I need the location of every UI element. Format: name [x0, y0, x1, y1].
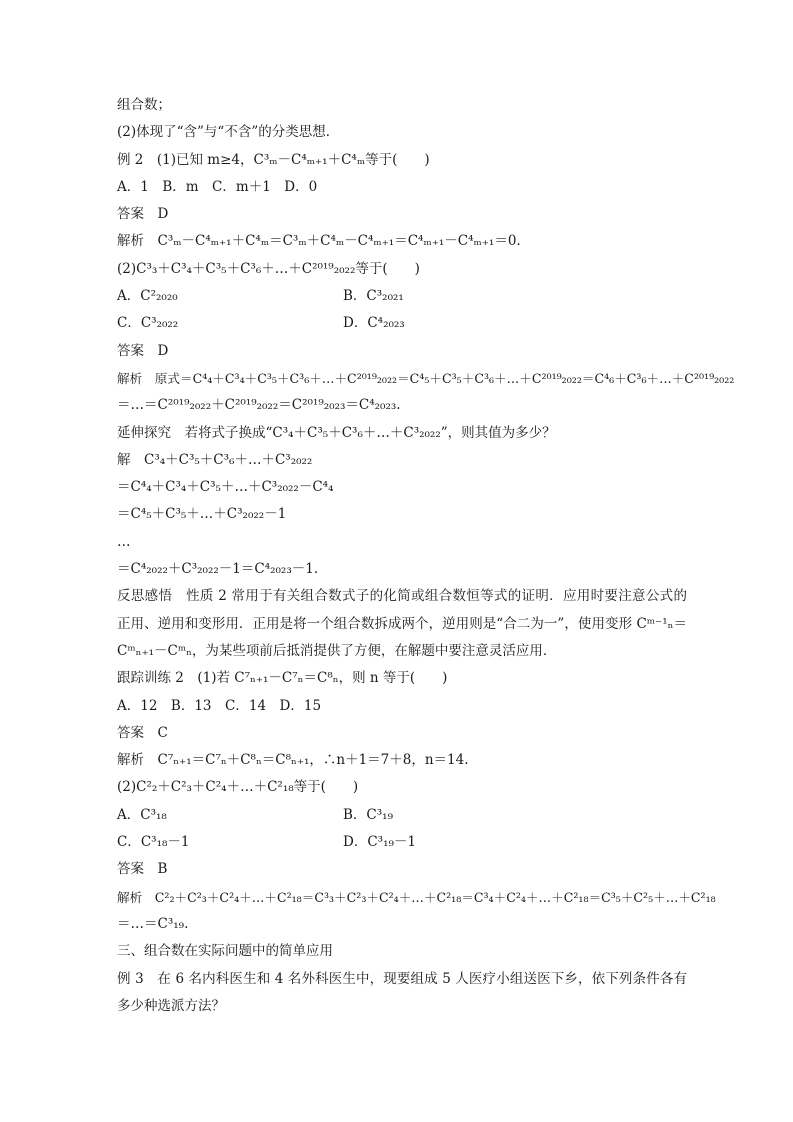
answer-line: 答案 B — [117, 861, 168, 878]
solution-step: ＝C⁴₅＋C³₅＋…＋C³₂₀₂₂－1 — [117, 506, 287, 523]
option-c: C．C³₁₈－1 — [117, 834, 190, 851]
solution-step: ＝C⁴₂₀₂₂＋C³₂₀₂₂－1＝C⁴₂₀₂₃－1. — [117, 561, 319, 578]
extension-question: 延伸探究 若将式子换成“C³₄＋C³₅＋C³₆＋…＋C³₂₀₂₂”，则其值为多少？ — [117, 424, 556, 441]
analysis-line: 解析 原式＝C⁴₄＋C³₄＋C³₅＋C³₆＋…＋C²⁰¹⁹₂₀₂₂＝C⁴₅＋C³₅＋C³₆＋…＋C²⁰¹⁹₂₀₂₂＝C⁴₆＋C³₆＋…＋C²⁰¹⁹₂₀₂₂ — [117, 370, 735, 386]
option-a: A．C³₁₈ — [117, 806, 167, 823]
options-line: A．12 B．13 C．14 D．15 — [117, 697, 322, 714]
analysis-continuation: ＝…＝C³₁₉. — [117, 915, 189, 932]
option-d: D．C⁴₂₀₂₃ — [343, 315, 405, 332]
document-page — [117, 92, 735, 1020]
practice-2-question-2: (2)C²₂＋C²₃＋C²₄＋…＋C²₁₈等于( ) — [117, 779, 359, 796]
analysis-line: 解析 C⁷ₙ₊₁＝C⁷ₙ＋C⁸ₙ＝C⁸ₙ₊₁，∴n＋1＝7＋8，n＝14. — [117, 752, 469, 769]
option-c: C．C³₂₀₂₂ — [117, 315, 179, 332]
analysis-continuation: ＝…＝C²⁰¹⁹₂₀₂₂＋C²⁰¹⁹₂₀₂₂＝C²⁰¹⁹₂₀₂₃＝C⁴₂₀₂₃. — [117, 397, 401, 414]
practice-2-question-1: 跟踪训练 2 (1)若 C⁷ₙ₊₁－C⁷ₙ＝C⁸ₙ，则 n 等于( ) — [117, 670, 448, 687]
option-d: D．C³₁₉－1 — [343, 834, 416, 851]
option-a: A．C²₂₀₂₀ — [117, 288, 178, 305]
analysis-line: 解析 C²₂＋C²₃＋C²₄＋…＋C²₁₈＝C³₃＋C²₃＋C²₄＋…＋C²₁₈＝C³₄＋C²₄＋…＋C²₁₈＝C³₅＋C²₅＋…＋C²₁₈ — [117, 889, 716, 905]
example-3-question: 例 3 在 6 名内科医生和 4 名外科医生中，现要组成 5 人医疗小组送医下乡，依下列条件各有多少种选派方法？ — [117, 970, 687, 1014]
reflection-paragraph: 反思感悟 性质 2 常用于有关组合数式子的化简或组合数恒等式的证明．应用时要注意公式的正用、逆用和变形用．正用是将一个组合数拆成两个，逆用则是“合二为一”，使用变形 Cᵐ⁻¹ₙ＝Cᵐₙ₊₁－Cᵐₙ，为某些项前后抵消提供了方便，在解题中要注意灵活应用． — [117, 588, 687, 659]
options-row — [117, 829, 687, 856]
solution-line: 解 C³₄＋C³₅＋C³₆＋…＋C³₂₀₂₂ — [117, 451, 313, 468]
answer-line: 答案 D — [117, 342, 169, 359]
example-2-question-2: (2)C³₃＋C³₄＋C³₅＋C³₆＋…＋C²⁰¹⁹₂₀₂₂等于( ) — [117, 260, 420, 277]
options-row — [117, 283, 687, 310]
analysis-line: 解析 C³ₘ－C⁴ₘ₊₁＋C⁴ₘ＝C³ₘ＋C⁴ₘ－C⁴ₘ₊₁＝C⁴ₘ₊₁－C⁴ₘ₊₁＝0. — [117, 233, 521, 250]
answer-line: 答案 D — [117, 206, 169, 223]
options-line: A．1 B．m C．m＋1 D．0 — [117, 178, 318, 195]
option-b: B．C³₂₀₂₁ — [343, 288, 404, 305]
text-line: (2)体现了“含”与“不含”的分类思想． — [117, 124, 340, 141]
options-row — [117, 802, 687, 829]
solution-step: ＝C⁴₄＋C³₄＋C³₅＋…＋C³₂₀₂₂－C⁴₄ — [117, 479, 334, 496]
answer-line: 答案 C — [117, 724, 168, 741]
option-b: B．C³₁₉ — [343, 806, 393, 823]
options-row — [117, 310, 687, 337]
example-2-question-1: 例 2 (1)已知 m≥4，C³ₘ－C⁴ₘ₊₁＋C⁴ₘ等于( ) — [117, 151, 430, 168]
solution-step: … — [117, 533, 131, 550]
text-line: 组合数； — [117, 97, 171, 113]
section-heading: 三、组合数在实际问题中的简单应用 — [117, 943, 333, 960]
